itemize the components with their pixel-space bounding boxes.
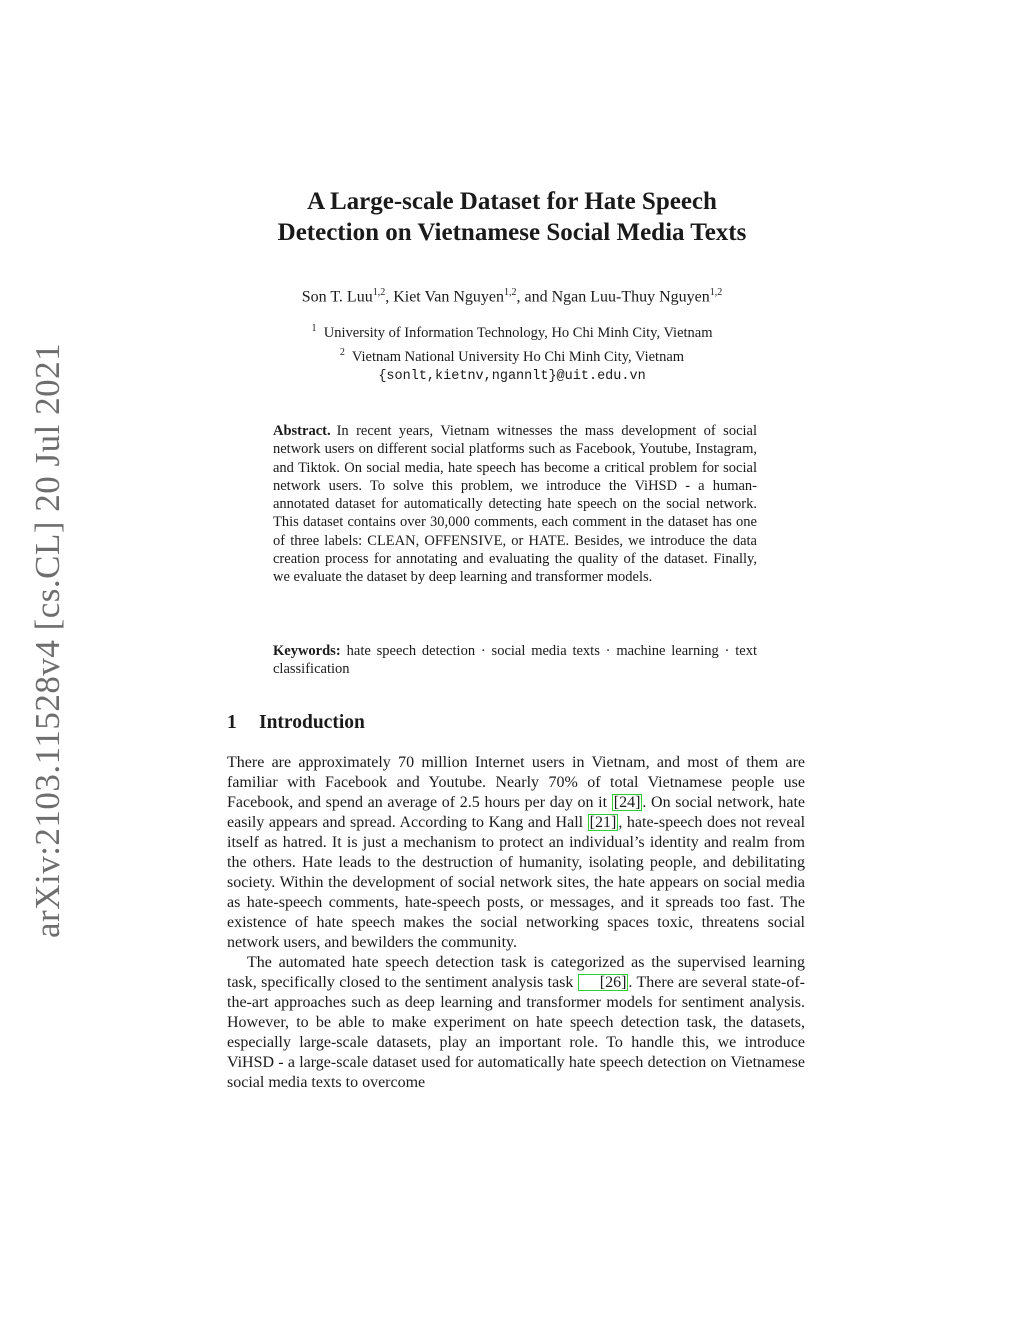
paragraph-text: . On social network, hate easily appears and spread. According to Kang and Hall	[227, 794, 805, 831]
arxiv-stamp: arXiv:2103.11528v4 [cs.CL] 20 Jul 2021	[28, 342, 67, 938]
abstract-label: Abstract.	[273, 423, 331, 439]
paragraph-1	[227, 753, 805, 953]
section-heading	[227, 711, 365, 735]
paragraph-2	[227, 953, 805, 1093]
author-name: Ngan Luu-Thuy Nguyen	[551, 288, 710, 306]
author-affil-sup: 1,2	[709, 287, 723, 298]
author-name: Son T. Luu	[301, 288, 373, 306]
section-number: 1	[227, 712, 237, 733]
paper-title	[0, 186, 1024, 248]
citation-link[interactable]: [26]	[578, 974, 629, 991]
affiliation-sup: 2	[339, 346, 345, 358]
keywords-text: hate speech detection · social media texts · machine learning · text classification	[273, 643, 757, 678]
paragraph-text: The automated hate speech detection task is categorized as the supervised learning task, specifically closed to the sentiment analysis task	[227, 954, 805, 991]
author-affil-sup: 1,2	[503, 287, 517, 298]
author-email[interactable]: {sonlt,kietnv,ngannlt}@uit.edu.vn	[378, 368, 646, 384]
keywords-label: Keywords:	[273, 643, 341, 659]
body-text	[227, 753, 805, 1093]
abstract-text: In recent years, Vietnam witnesses the mass development of social network users on different social platforms such as Facebook, Youtube, Instagram, and Tiktok. On social media, hate speech has become a critical problem for social network users. To solve this problem, we introduce the ViHSD - a human-annotated dataset for automatically detecting hate speech on the social network. This dataset contains over 30,000 comments, each comment in the dataset has one of three labels: CLEAN, OFFENSIVE, or HATE. Besides, we introduce the data creation process for annotating and evaluating the quality of the dataset. Finally, we evaluate the dataset by deep learning and transformer models.	[273, 423, 757, 586]
paragraph-text: . There are several state-of-the-art approaches such as deep learning and transformer models for sentiment analysis. However, to be able to make experiment on hate speech detection task, the datasets, especially large-scale datasets, play an important role. To handle this, we introduce ViHSD - a large-scale dataset used for automatically hate speech detection on Vietnamese social media texts to overcome	[227, 974, 805, 1091]
affiliation-text: University of Information Technology, Ho Chi Minh City, Vietnam	[323, 324, 713, 341]
citation-link[interactable]: [24]	[613, 794, 641, 811]
affiliations	[0, 319, 1024, 386]
paragraph-text: There are approximately 70 million Internet users in Vietnam, and most of them are familiar with Facebook and Youtube. Nearly 70% of total Vietnamese people use Facebook, and spend an average of 2.5 hours per day on it	[227, 754, 805, 811]
author-name: Kiet Van Nguyen	[393, 288, 504, 306]
author-affil-sup: 1,2	[372, 287, 386, 298]
abstract	[273, 422, 757, 587]
citation-link[interactable]: [21]	[589, 814, 617, 831]
paragraph-text: , hate-speech does not reveal itself as hatred. It is just a mechanism to protect an individual’s identity and realm from the others. Hate leads to the destruction of humanity, isolating people, and debilitating society. Within the development of social network sites, the hate appears on social media as hate-speech comments, hate-speech posts, or messages, and it spreads too fast. The existence of hate speech makes the social networking spaces toxic, threatens social network users, and bewilders the community.	[227, 814, 806, 951]
author-list: Son T. Luu$^{1,2}$, Kiet Van Nguyen$^{1,2}$, and Ngan Luu-Thuy Nguyen$^{1,2}$	[301, 287, 723, 306]
affiliation-text: Vietnam National University Ho Chi Minh City, Vietnam	[351, 348, 685, 365]
section-title: Introduction	[259, 712, 365, 733]
keywords	[273, 642, 757, 679]
title-line-2: Detection on Vietnamese Social Media Texts	[277, 219, 747, 246]
title-line-1: A Large-scale Dataset for Hate Speech	[307, 188, 717, 215]
affiliation-sup: 1	[311, 323, 317, 334]
affiliation-1	[0, 319, 1024, 343]
affiliation-2	[0, 343, 1024, 367]
